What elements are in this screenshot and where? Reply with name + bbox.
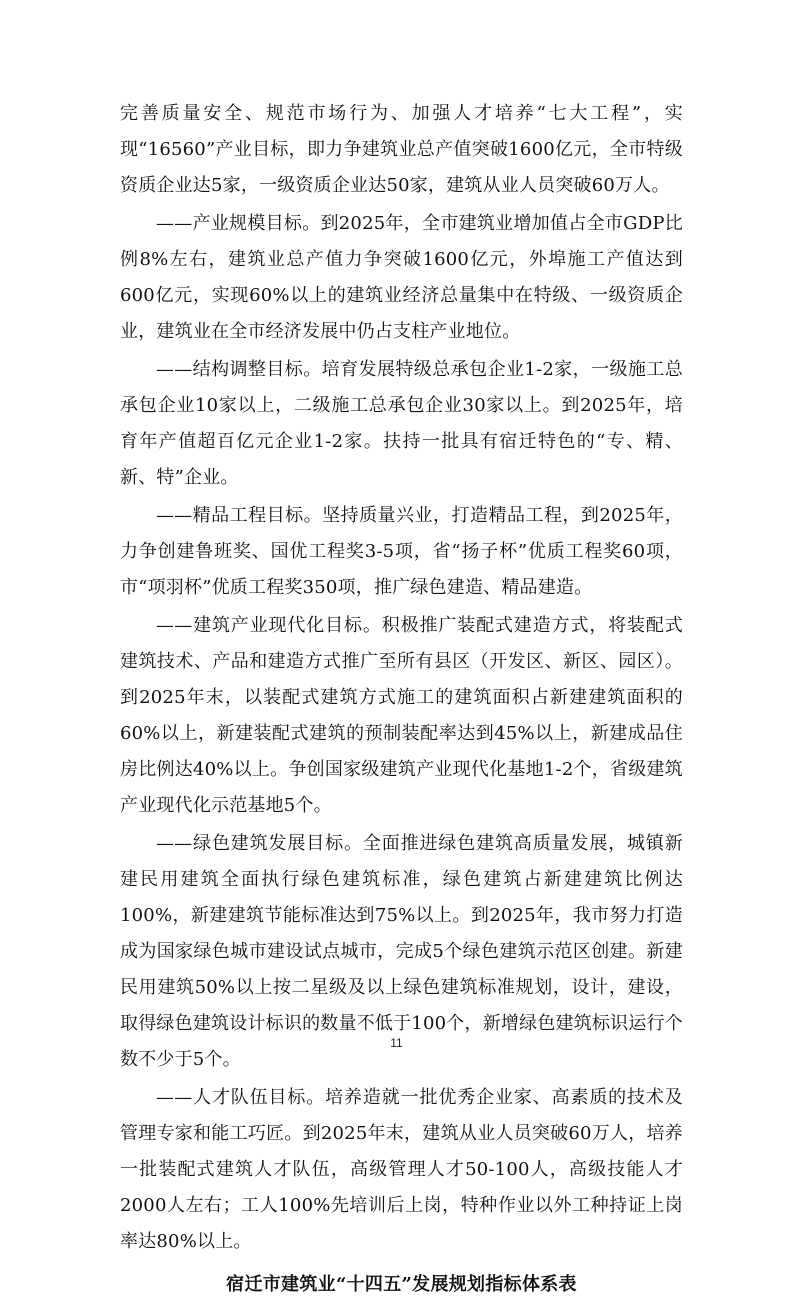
paragraph-intro-continuation: 完善质量安全、规范市场行为、加强人才培养“七大工程”，实现“16560”产业目标，即力争建筑业总产值突破1600亿元，全市特级资质企业达5家，一级资质企业达50家，建筑从业人员突破60万人。	[120, 103, 683, 196]
paragraph-structure-adjustment-target: ——结构调整目标。培育发展特级总承包企业1-2家，一级施工总承包企业10家以上，二级施工总承包企业30家以上。到2025年，培育年产值超百亿元企业1-2家。扶持一批具有宿迁特色的“专、精、新、特”企业。	[120, 359, 683, 488]
paragraph-talent-team-target: ——人才队伍目标。培养造就一批优秀企业家、高素质的技术及管理专家和能工巧匠。到2025年末，建筑从业人员突破60万人，培养一批装配式建筑人才队伍，高级管理人才50-100人，高级技能人才2000人左右；工人100%先培训后上岗，特种作业以外工种持证上岗率达80%以上。	[120, 1087, 683, 1252]
table-title: 宿迁市建筑业“十四五”发展规划指标体系表	[226, 1274, 577, 1295]
paragraph-industry-scale-target: ——产业规模目标。到2025年，全市建筑业增加值占全市GDP比例8%左右，建筑业总产值力争突破1600亿元，外埠施工产值达到600亿元，实现60%以上的建筑业经济总量集中在特级、一级资质企业，建筑业在全市经济发展中仍占支柱产业地位。	[120, 213, 683, 342]
document-body	[120, 96, 683, 1300]
page-number: 11	[390, 1036, 403, 1050]
paragraph-green-building-target: ——绿色建筑发展目标。全面推进绿色建筑高质量发展，城镇新建民用建筑全面执行绿色建筑标准，绿色建筑占新建建筑比例达100%，新建建筑节能标准达到75%以上。到2025年，我市努力打造成为国家绿色城市建设试点城市，完成5个绿色建筑示范区创建。新建民用建筑50%以上按二星级及以上绿色建筑标准规划，设计，建设，取得绿色建筑设计标识的数量不低于100个，新增绿色建筑标识运行个数不少于5个。	[120, 833, 683, 1070]
paragraph-modernization-target: ——建筑产业现代化目标。积极推广装配式建造方式，将装配式建筑技术、产品和建造方式推广至所有县区（开发区、新区、园区）。到2025年末，以装配式建筑方式施工的建筑面积占新建建筑面积的60%以上，新建装配式建筑的预制装配率达到45%以上，新建成品住房比例达40%以上。争创国家级建筑产业现代化基地1-2个，省级建筑产业现代化示范基地5个。	[120, 615, 683, 816]
paragraph-quality-project-target: ——精品工程目标。坚持质量兴业，打造精品工程，到2025年，力争创建鲁班奖、国优工程奖3-5项，省“扬子杯”优质工程奖60项，市“项羽杯”优质工程奖350项，推广绿色建造、精品建造。	[120, 505, 683, 598]
